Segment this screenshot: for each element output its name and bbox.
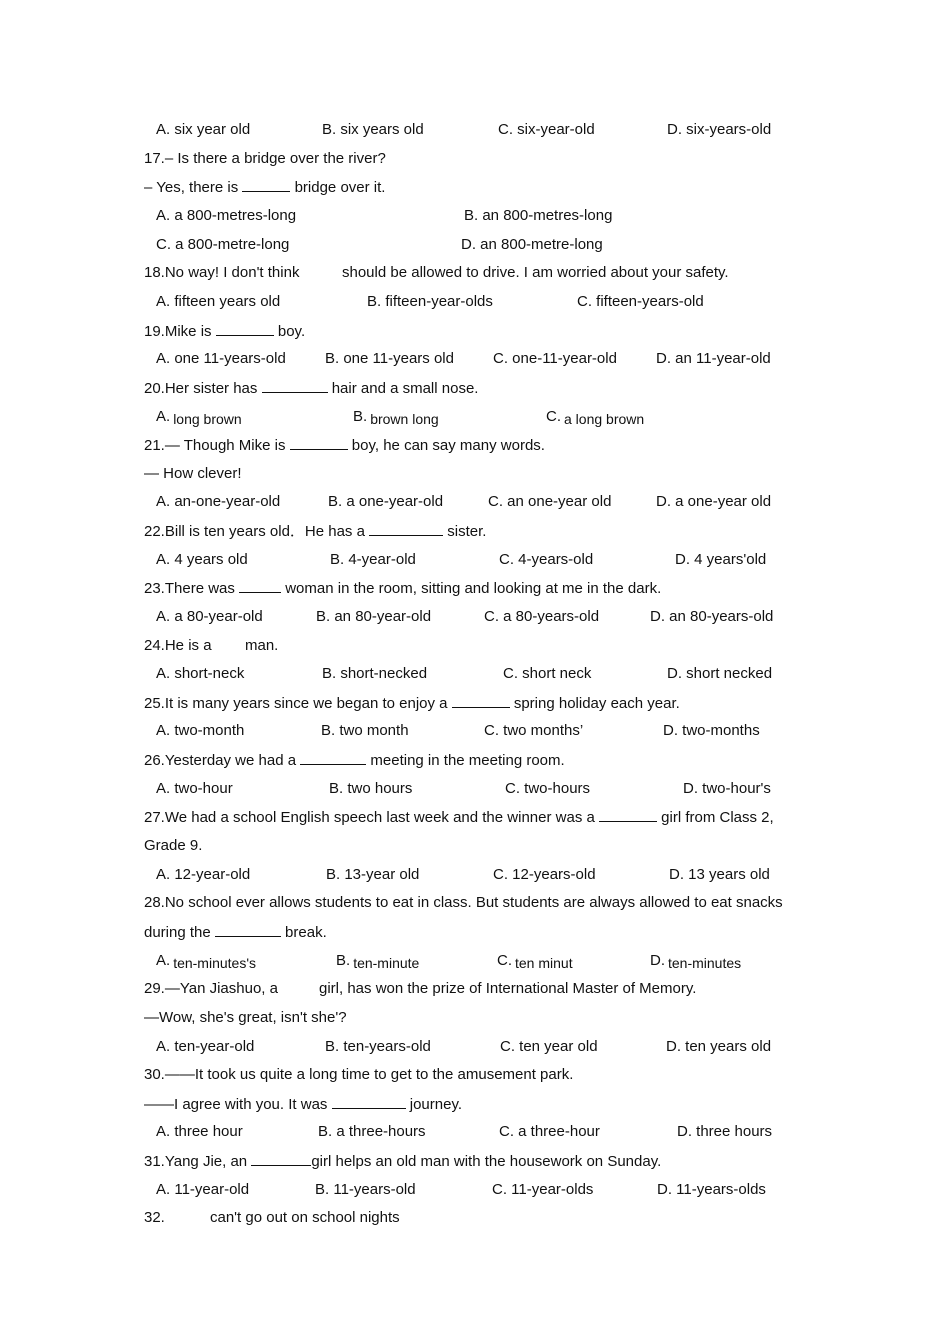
question-text: 18.No way! I don't think <box>144 264 300 281</box>
question-29 <box>0 978 950 1000</box>
question-text: Grade 9. <box>144 837 203 854</box>
option-b: B. one 11-years old <box>325 350 454 367</box>
option-b: B. 13-year old <box>326 866 420 883</box>
option-b: B. six years old <box>322 121 424 138</box>
question-17-answer <box>0 176 950 198</box>
option-text: long brown <box>173 411 242 427</box>
options-line <box>0 1036 950 1058</box>
options-line <box>0 119 950 141</box>
question-25 <box>0 692 950 714</box>
question-text: — How clever! <box>144 465 242 482</box>
option-b <box>336 952 419 975</box>
option-c: C. 4-years-old <box>499 551 594 568</box>
option-d: D. 4 years'old <box>675 551 767 568</box>
text-part: 22.Bill is ten years old．He has a <box>144 523 370 540</box>
question-17 <box>0 148 950 170</box>
answer-blank <box>216 320 274 336</box>
option-a: A. three hour <box>156 1123 243 1140</box>
option-c: C. 11-year-olds <box>492 1181 594 1198</box>
answer-blank <box>332 1093 406 1109</box>
text-part: spring holiday each year. <box>509 695 680 712</box>
option-a <box>156 952 256 975</box>
text-part: 25.It is many years since we began to enjoy a <box>144 695 452 712</box>
option-b: B. short-necked <box>322 665 428 682</box>
question-text <box>144 176 385 199</box>
text-part: bridge over it. <box>290 179 386 196</box>
text-part: 21.— Though Mike is <box>144 437 290 454</box>
question-text: 24.He is a <box>144 637 212 654</box>
option-a: A. 12-year-old <box>156 866 251 883</box>
text-part: ——I agree with you. It was <box>144 1096 332 1113</box>
text-part: meeting in the meeting room. <box>366 752 565 769</box>
option-b: B. an 800-metres-long <box>464 207 613 224</box>
option-c: C. one-11-year-old <box>493 350 617 367</box>
option-d: D. two-months <box>663 722 760 739</box>
question-text: should be allowed to drive. I am worried about your safety. <box>342 264 729 281</box>
options-line <box>0 205 950 227</box>
option-d: D. an 11-year-old <box>656 350 771 367</box>
options-line <box>0 234 950 256</box>
question-text <box>144 377 478 400</box>
answer-blank <box>452 692 510 708</box>
answer-blank <box>599 806 657 822</box>
question-text: —Wow, she's great, isn't she'? <box>144 1009 347 1026</box>
question-text <box>144 1150 661 1173</box>
answer-blank <box>215 921 281 937</box>
options-line <box>0 952 950 974</box>
option-a: A. two-month <box>156 722 245 739</box>
option-a: A. two-hour <box>156 780 233 797</box>
option-a: A. 4 years old <box>156 551 248 568</box>
text-part: hair and a small nose. <box>327 380 479 397</box>
options-line <box>0 348 950 370</box>
text-part: 19.Mike is <box>144 323 216 340</box>
question-text <box>144 520 486 543</box>
question-28-cont <box>0 921 950 943</box>
option-text: a long brown <box>564 411 645 427</box>
question-text: 28.No school ever allows students to eat in class. But students are always allowed to eat snacks <box>144 894 783 911</box>
option-text: ten-minute <box>353 955 420 971</box>
option-a: A. fifteen years old <box>156 293 281 310</box>
text-part: boy, he can say many words. <box>347 437 545 454</box>
options-line <box>0 408 950 430</box>
question-27 <box>0 806 950 828</box>
option-d: D. 13 years old <box>669 866 770 883</box>
answer-blank <box>239 577 281 593</box>
option-b: B. an 80-year-old <box>316 608 432 625</box>
options-line <box>0 291 950 313</box>
question-26 <box>0 749 950 771</box>
options-line <box>0 778 950 800</box>
text-part: woman in the room, sitting and looking at me in the dark. <box>281 580 662 597</box>
option-c: C. fifteen-years-old <box>577 293 704 310</box>
option-c: C. six-year-old <box>498 121 595 138</box>
question-text <box>144 921 327 944</box>
option-a: A. an-one-year-old <box>156 493 281 510</box>
answer-blank <box>369 520 443 536</box>
text-part: 27.We had a school English speech last week and the winner was a <box>144 809 599 826</box>
option-b: B. two hours <box>329 780 413 797</box>
question-text <box>144 692 680 715</box>
option-c: C. 12-years-old <box>493 866 596 883</box>
question-30 <box>0 1064 950 1086</box>
options-line <box>0 1121 950 1143</box>
text-part: girl helps an old man with the housework on Sunday. <box>311 1153 662 1170</box>
question-18 <box>0 262 950 284</box>
question-30-reply <box>0 1093 950 1115</box>
option-a: A. a 80-year-old <box>156 608 263 625</box>
option-d: D. two-hour's <box>683 780 771 797</box>
option-b: B. fifteen-year-olds <box>367 293 493 310</box>
option-a: A. one 11-years-old <box>156 350 286 367</box>
question-29-reply <box>0 1007 950 1029</box>
question-23 <box>0 577 950 599</box>
option-c: C. ten year old <box>500 1038 598 1055</box>
answer-blank <box>300 749 366 765</box>
option-a: A. 11-year-old <box>156 1181 250 1198</box>
option-c <box>497 952 573 975</box>
text-part: girl from Class 2, <box>657 809 774 826</box>
option-d: D. ten years old <box>666 1038 772 1055</box>
text-part: break. <box>280 924 327 941</box>
option-c: C. two months’ <box>484 722 584 739</box>
question-27-cont <box>0 835 950 857</box>
options-line <box>0 606 950 628</box>
question-19 <box>0 320 950 342</box>
option-text: ten minut <box>515 955 573 971</box>
option-c: C. an one-year old <box>488 493 612 510</box>
question-24 <box>0 635 950 657</box>
option-a: A. six year old <box>156 121 251 138</box>
option-letter: A. <box>156 408 171 425</box>
answer-blank <box>251 1150 311 1166</box>
text-part: sister. <box>443 523 487 540</box>
answer-blank <box>242 176 290 192</box>
option-d: D. a one-year old <box>656 493 772 510</box>
question-text <box>144 434 545 457</box>
text-part: during the <box>144 924 215 941</box>
question-text: 30.——It took us quite a long time to get to the amusement park. <box>144 1066 574 1083</box>
option-a: A. short-neck <box>156 665 245 682</box>
question-text <box>144 577 661 600</box>
question-text <box>144 749 565 772</box>
text-part: 20.Her sister has <box>144 380 262 397</box>
text-part: 31.Yang Jie, an <box>144 1153 252 1170</box>
question-text: 32. <box>144 1209 165 1226</box>
option-d: D. an 80-years-old <box>650 608 774 625</box>
option-c: C. short neck <box>503 665 592 682</box>
option-b: B. 11-years-old <box>315 1181 416 1198</box>
options-line <box>0 864 950 886</box>
question-text: girl, has won the prize of International Master of Memory. <box>319 980 697 997</box>
option-c: C. a 800-metre-long <box>156 236 290 253</box>
question-text <box>144 320 305 343</box>
question-text: 17.– Is there a bridge over the river? <box>144 150 386 167</box>
option-c: C. two-hours <box>505 780 591 797</box>
question-20 <box>0 377 950 399</box>
question-text <box>144 806 774 829</box>
option-d: D. short necked <box>667 665 773 682</box>
option-d: D. an 800-metre-long <box>461 236 603 253</box>
option-b: B. a three-hours <box>318 1123 426 1140</box>
question-21-reply <box>0 463 950 485</box>
text-part: – Yes, there is <box>144 179 243 196</box>
option-b: B. ten-years-old <box>325 1038 431 1055</box>
answer-blank <box>290 434 348 450</box>
text-part: 23.There was <box>144 580 240 597</box>
option-d: D. 11-years-olds <box>657 1181 766 1198</box>
option-letter: B. <box>353 408 368 425</box>
question-22 <box>0 520 950 542</box>
option-c: C. a three-hour <box>499 1123 600 1140</box>
question-text: can't go out on school nights <box>210 1209 400 1226</box>
options-line <box>0 663 950 685</box>
option-d: D. six-years-old <box>667 121 772 138</box>
option-d: D. three hours <box>677 1123 773 1140</box>
option-c <box>546 408 644 431</box>
option-a <box>156 408 242 431</box>
question-21 <box>0 434 950 456</box>
option-letter: C. <box>546 408 561 425</box>
option-a: A. ten-year-old <box>156 1038 255 1055</box>
question-31 <box>0 1150 950 1172</box>
option-c: C. a 80-years-old <box>484 608 600 625</box>
option-b: B. 4-year-old <box>330 551 416 568</box>
question-32 <box>0 1207 950 1229</box>
option-a: A. a 800-metres-long <box>156 207 297 224</box>
question-text: man. <box>245 637 279 654</box>
option-text: ten-minutes's <box>173 955 257 971</box>
option-letter: C. <box>497 952 512 969</box>
option-text: brown long <box>370 411 439 427</box>
question-text: 29.—Yan Jiashuo, a <box>144 980 278 997</box>
question-text <box>144 1093 462 1116</box>
option-letter: B. <box>336 952 351 969</box>
question-28 <box>0 892 950 914</box>
text-part: journey. <box>405 1096 462 1113</box>
option-letter: A. <box>156 952 171 969</box>
text-part: 26.Yesterday we had a <box>144 752 301 769</box>
options-line <box>0 720 950 742</box>
option-d <box>650 952 741 975</box>
option-text: ten-minutes <box>668 955 742 971</box>
options-line <box>0 491 950 513</box>
option-b: B. a one-year-old <box>328 493 444 510</box>
text-part: boy. <box>273 323 306 340</box>
option-b: B. two month <box>321 722 409 739</box>
answer-blank <box>262 377 328 393</box>
option-letter: D. <box>650 952 665 969</box>
option-b <box>353 408 439 431</box>
options-line <box>0 1179 950 1201</box>
options-line <box>0 549 950 571</box>
